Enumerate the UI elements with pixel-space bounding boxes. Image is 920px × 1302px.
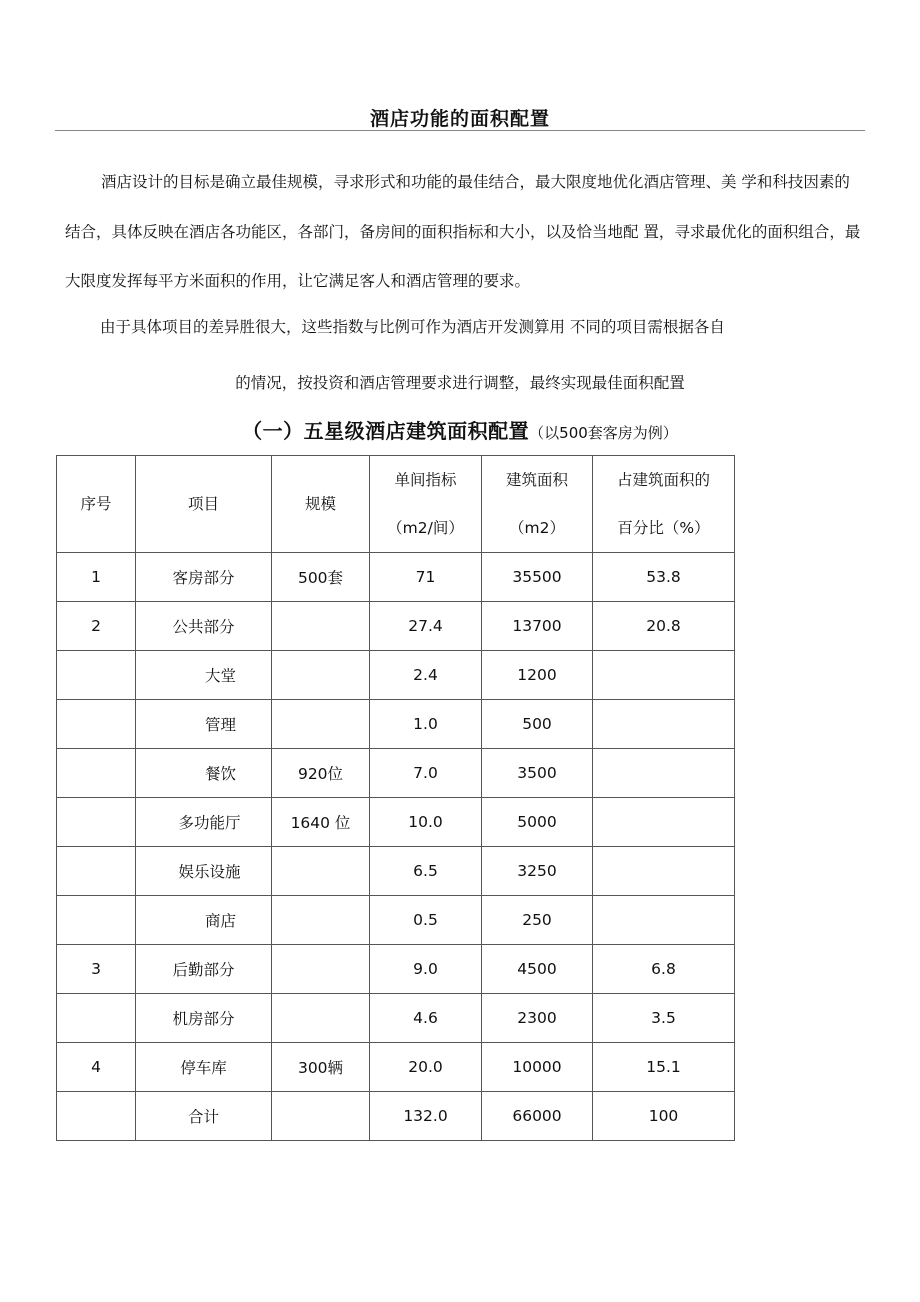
cell-unit: 2.4 [370, 651, 482, 700]
cell-seq: 2 [57, 602, 136, 651]
cell-pct [593, 896, 735, 945]
table-total-row [57, 1092, 735, 1141]
cell-pct: 20.8 [593, 602, 735, 651]
cell-seq: 4 [57, 1043, 136, 1092]
cell-seq [57, 847, 136, 896]
cell-pct [593, 847, 735, 896]
cell-scale: 300辆 [272, 1043, 370, 1092]
header-unit-index-line1: 单间指标 [394, 471, 457, 489]
cell-item: 合计 [136, 1092, 272, 1141]
cell-seq [57, 749, 136, 798]
intro-paragraph [65, 158, 865, 307]
cell-unit: 6.5 [370, 847, 482, 896]
table-row [57, 896, 735, 945]
cell-pct: 3.5 [593, 994, 735, 1043]
cell-scale [272, 945, 370, 994]
cell-unit: 1.0 [370, 700, 482, 749]
cell-unit: 27.4 [370, 602, 482, 651]
header-pct-line2: 百分比（%） [617, 519, 710, 537]
cell-scale: 500套 [272, 553, 370, 602]
cell-pct: 100 [593, 1092, 735, 1141]
page-title: 酒店功能的面积配置 [369, 108, 550, 130]
cell-area: 4500 [482, 945, 593, 994]
table-row [57, 749, 735, 798]
cell-seq [57, 994, 136, 1043]
cell-pct [593, 749, 735, 798]
cell-seq: 3 [57, 945, 136, 994]
cell-area: 10000 [482, 1043, 593, 1092]
cell-area: 250 [482, 896, 593, 945]
header-unit-index [370, 456, 482, 553]
cell-scale [272, 896, 370, 945]
cell-pct [593, 700, 735, 749]
table-row [57, 651, 735, 700]
cell-pct: 6.8 [593, 945, 735, 994]
header-area [482, 456, 593, 553]
cell-item: 机房部分 [136, 994, 272, 1043]
cell-item: 客房部分 [136, 553, 272, 602]
table-row [57, 847, 735, 896]
cell-area: 1200 [482, 651, 593, 700]
cell-seq [57, 1092, 136, 1141]
area-config-table [56, 455, 735, 1141]
table-row [57, 602, 735, 651]
cell-area: 5000 [482, 798, 593, 847]
cell-scale: 920位 [272, 749, 370, 798]
cell-item: 大堂 [136, 651, 272, 700]
section-heading [0, 414, 920, 450]
cell-scale [272, 994, 370, 1043]
cell-unit: 7.0 [370, 749, 482, 798]
cell-area: 3250 [482, 847, 593, 896]
cell-seq [57, 798, 136, 847]
header-scale: 规模 [272, 456, 370, 553]
cell-item: 公共部分 [136, 602, 272, 651]
cell-scale [272, 700, 370, 749]
cell-pct: 15.1 [593, 1043, 735, 1092]
cell-seq [57, 700, 136, 749]
table-row [57, 700, 735, 749]
cell-unit: 20.0 [370, 1043, 482, 1092]
table-row [57, 1043, 735, 1092]
cell-scale [272, 602, 370, 651]
cell-area: 3500 [482, 749, 593, 798]
cell-seq: 1 [57, 553, 136, 602]
cell-scale [272, 651, 370, 700]
note-line-1: 由于具体项目的差异胜很大，这些指数与比例可作为酒店开发测算用 不同的项目需根据各自 [100, 318, 725, 336]
cell-pct [593, 651, 735, 700]
section-note: （以500套客房为例） [529, 424, 678, 442]
cell-scale [272, 847, 370, 896]
cell-unit: 10.0 [370, 798, 482, 847]
cell-seq [57, 896, 136, 945]
cell-area: 500 [482, 700, 593, 749]
cell-seq [57, 651, 136, 700]
header-unit-index-line2: （m2/间） [387, 519, 464, 537]
cell-area: 35500 [482, 553, 593, 602]
header-pct [593, 456, 735, 553]
cell-item: 管理 [136, 700, 272, 749]
header-area-line1: 建筑面积 [505, 471, 568, 489]
cell-unit: 0.5 [370, 896, 482, 945]
cell-area: 13700 [482, 602, 593, 651]
cell-pct: 53.8 [593, 553, 735, 602]
header-seq: 序号 [57, 456, 136, 553]
table-row [57, 553, 735, 602]
section-title: （一）五星级酒店建筑面积配置 [242, 419, 530, 443]
cell-item: 商店 [136, 896, 272, 945]
cell-item: 多功能厅 [136, 798, 272, 847]
cell-unit: 4.6 [370, 994, 482, 1043]
cell-unit: 132.0 [370, 1092, 482, 1141]
cell-area: 2300 [482, 994, 593, 1043]
table-row [57, 798, 735, 847]
cell-unit: 9.0 [370, 945, 482, 994]
table-row [57, 994, 735, 1043]
cell-scale: 1640 位 [272, 798, 370, 847]
cell-scale [272, 1092, 370, 1141]
cell-item: 餐饮 [136, 749, 272, 798]
intro-paragraph-text: 酒店设计的目标是确立最佳规模，寻求形式和功能的最佳结合，最大限度地优化酒店管理、美 学和科技因素的结合，具体反映在酒店各功能区，各部门，备房间的面积指标和大小，以及恰当地配 置，寻求最优化的面积组合，最大限度发挥每平方米面积的作用，让它满足客人和酒店管理的要求。 [65, 173, 861, 290]
title-divider [55, 130, 865, 131]
header-item: 项目 [136, 456, 272, 553]
header-pct-line1: 占建筑面积的 [616, 471, 710, 489]
header-area-line2: （m2） [509, 519, 565, 537]
cell-pct [593, 798, 735, 847]
cell-item: 娱乐设施 [136, 847, 272, 896]
cell-unit: 71 [370, 553, 482, 602]
cell-item: 后勤部分 [136, 945, 272, 994]
cell-item: 停车库 [136, 1043, 272, 1092]
table-header-row [57, 456, 735, 553]
note-line-2: 的情况，按投资和酒店管理要求进行调整，最终实现最佳面积配置 [235, 374, 685, 392]
cell-area: 66000 [482, 1092, 593, 1141]
table-row [57, 945, 735, 994]
